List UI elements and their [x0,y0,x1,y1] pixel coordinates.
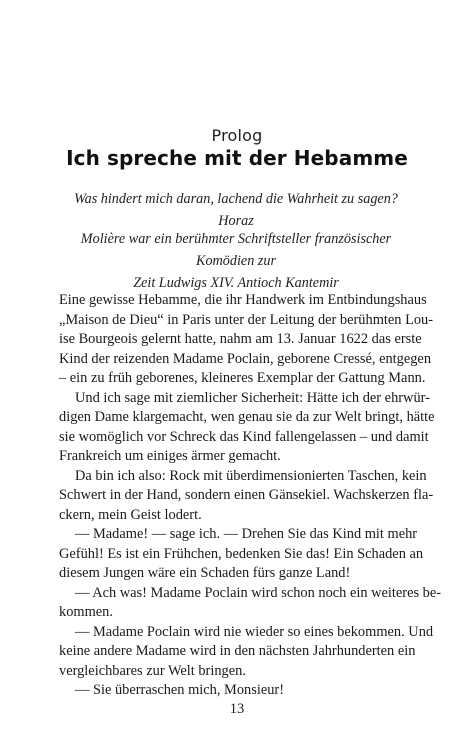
body-line: keine andere Madame wird in den nächsten Jahrhunderten ein [59,643,416,659]
epigraph-2 [56,228,416,294]
body-line: Kind der reizenden Madame Poclain, geborene Cressé, entgegen [59,350,432,367]
epigraph-1 [56,188,416,232]
body-line: — Madame! — sage ich. — Drehen Sie das Kind mit mehr [75,526,418,542]
body-line: — Ach was! Madame Poclain wird schon noch ein weiteres be- [75,584,442,601]
body-line: Und ich sage mit ziemlicher Sicherheit: Hätte ich der ehrwür- [75,389,430,406]
body-line: sie womöglich vor Schreck das Kind fallengelassen – und damit [59,428,429,445]
body-line: Da bin ich also: Rock mit überdimensionierten Taschen, kein [75,467,427,484]
chapter-title: Ich spreche mit der Hebamme [66,146,408,170]
body-line: „Maison de Dieu“ in Paris unter der Leitung der berühmten Lou- [59,311,434,328]
body-line: Schwert in der Hand, sondern einen Gänsekiel. Wachskerzen fla- [59,487,434,503]
body-line: kommen. [59,604,113,620]
body-line: ise Bourgeois gelernt hatte, nahm am 13. Januar 1622 das erste [59,331,422,347]
body-line: ckern, mein Geist lodert. [59,506,202,523]
body-line: vergleichbares zur Welt bringen. [59,662,246,679]
epigraph-1-line-1: Was hindert mich daran, lachend die Wahrheit zu sagen? Horaz [74,191,398,229]
body-line: Eine gewisse Hebamme, die ihr Handwerk im Entbindungshaus [59,292,427,308]
body-line: diesem Jungen wäre ein Schaden fürs ganze Land! [59,565,351,581]
body-line: Frankreich um einiges ärmer gemacht. [59,448,281,464]
epigraph-2-line-1: Molière war ein berühmter Schriftsteller französischer Komödien zur [80,231,392,269]
body-line: — Madame Poclain wird nie wieder so eines bekommen. Und [75,623,434,640]
body-line: – ein zu früh geborenes, kleineres Exemplar der Gattung Mann. [59,370,426,386]
epigraph-2-line-2: Zeit Ludwigs XIV. Antioch Kantemir [133,275,339,291]
body-line: digen Dame klargemacht, wen genau sie da zur Welt bringt, hätte [59,409,435,425]
body-line: — Sie überraschen mich, Monsieur! [75,682,285,698]
body-text [59,291,442,701]
chapter-kicker: Prolog [211,126,263,145]
body-line: Gefühl! Es ist ein Frühchen, bedenken Sie das! Ein Schaden an [59,545,424,562]
page-number: 13 [229,701,245,717]
